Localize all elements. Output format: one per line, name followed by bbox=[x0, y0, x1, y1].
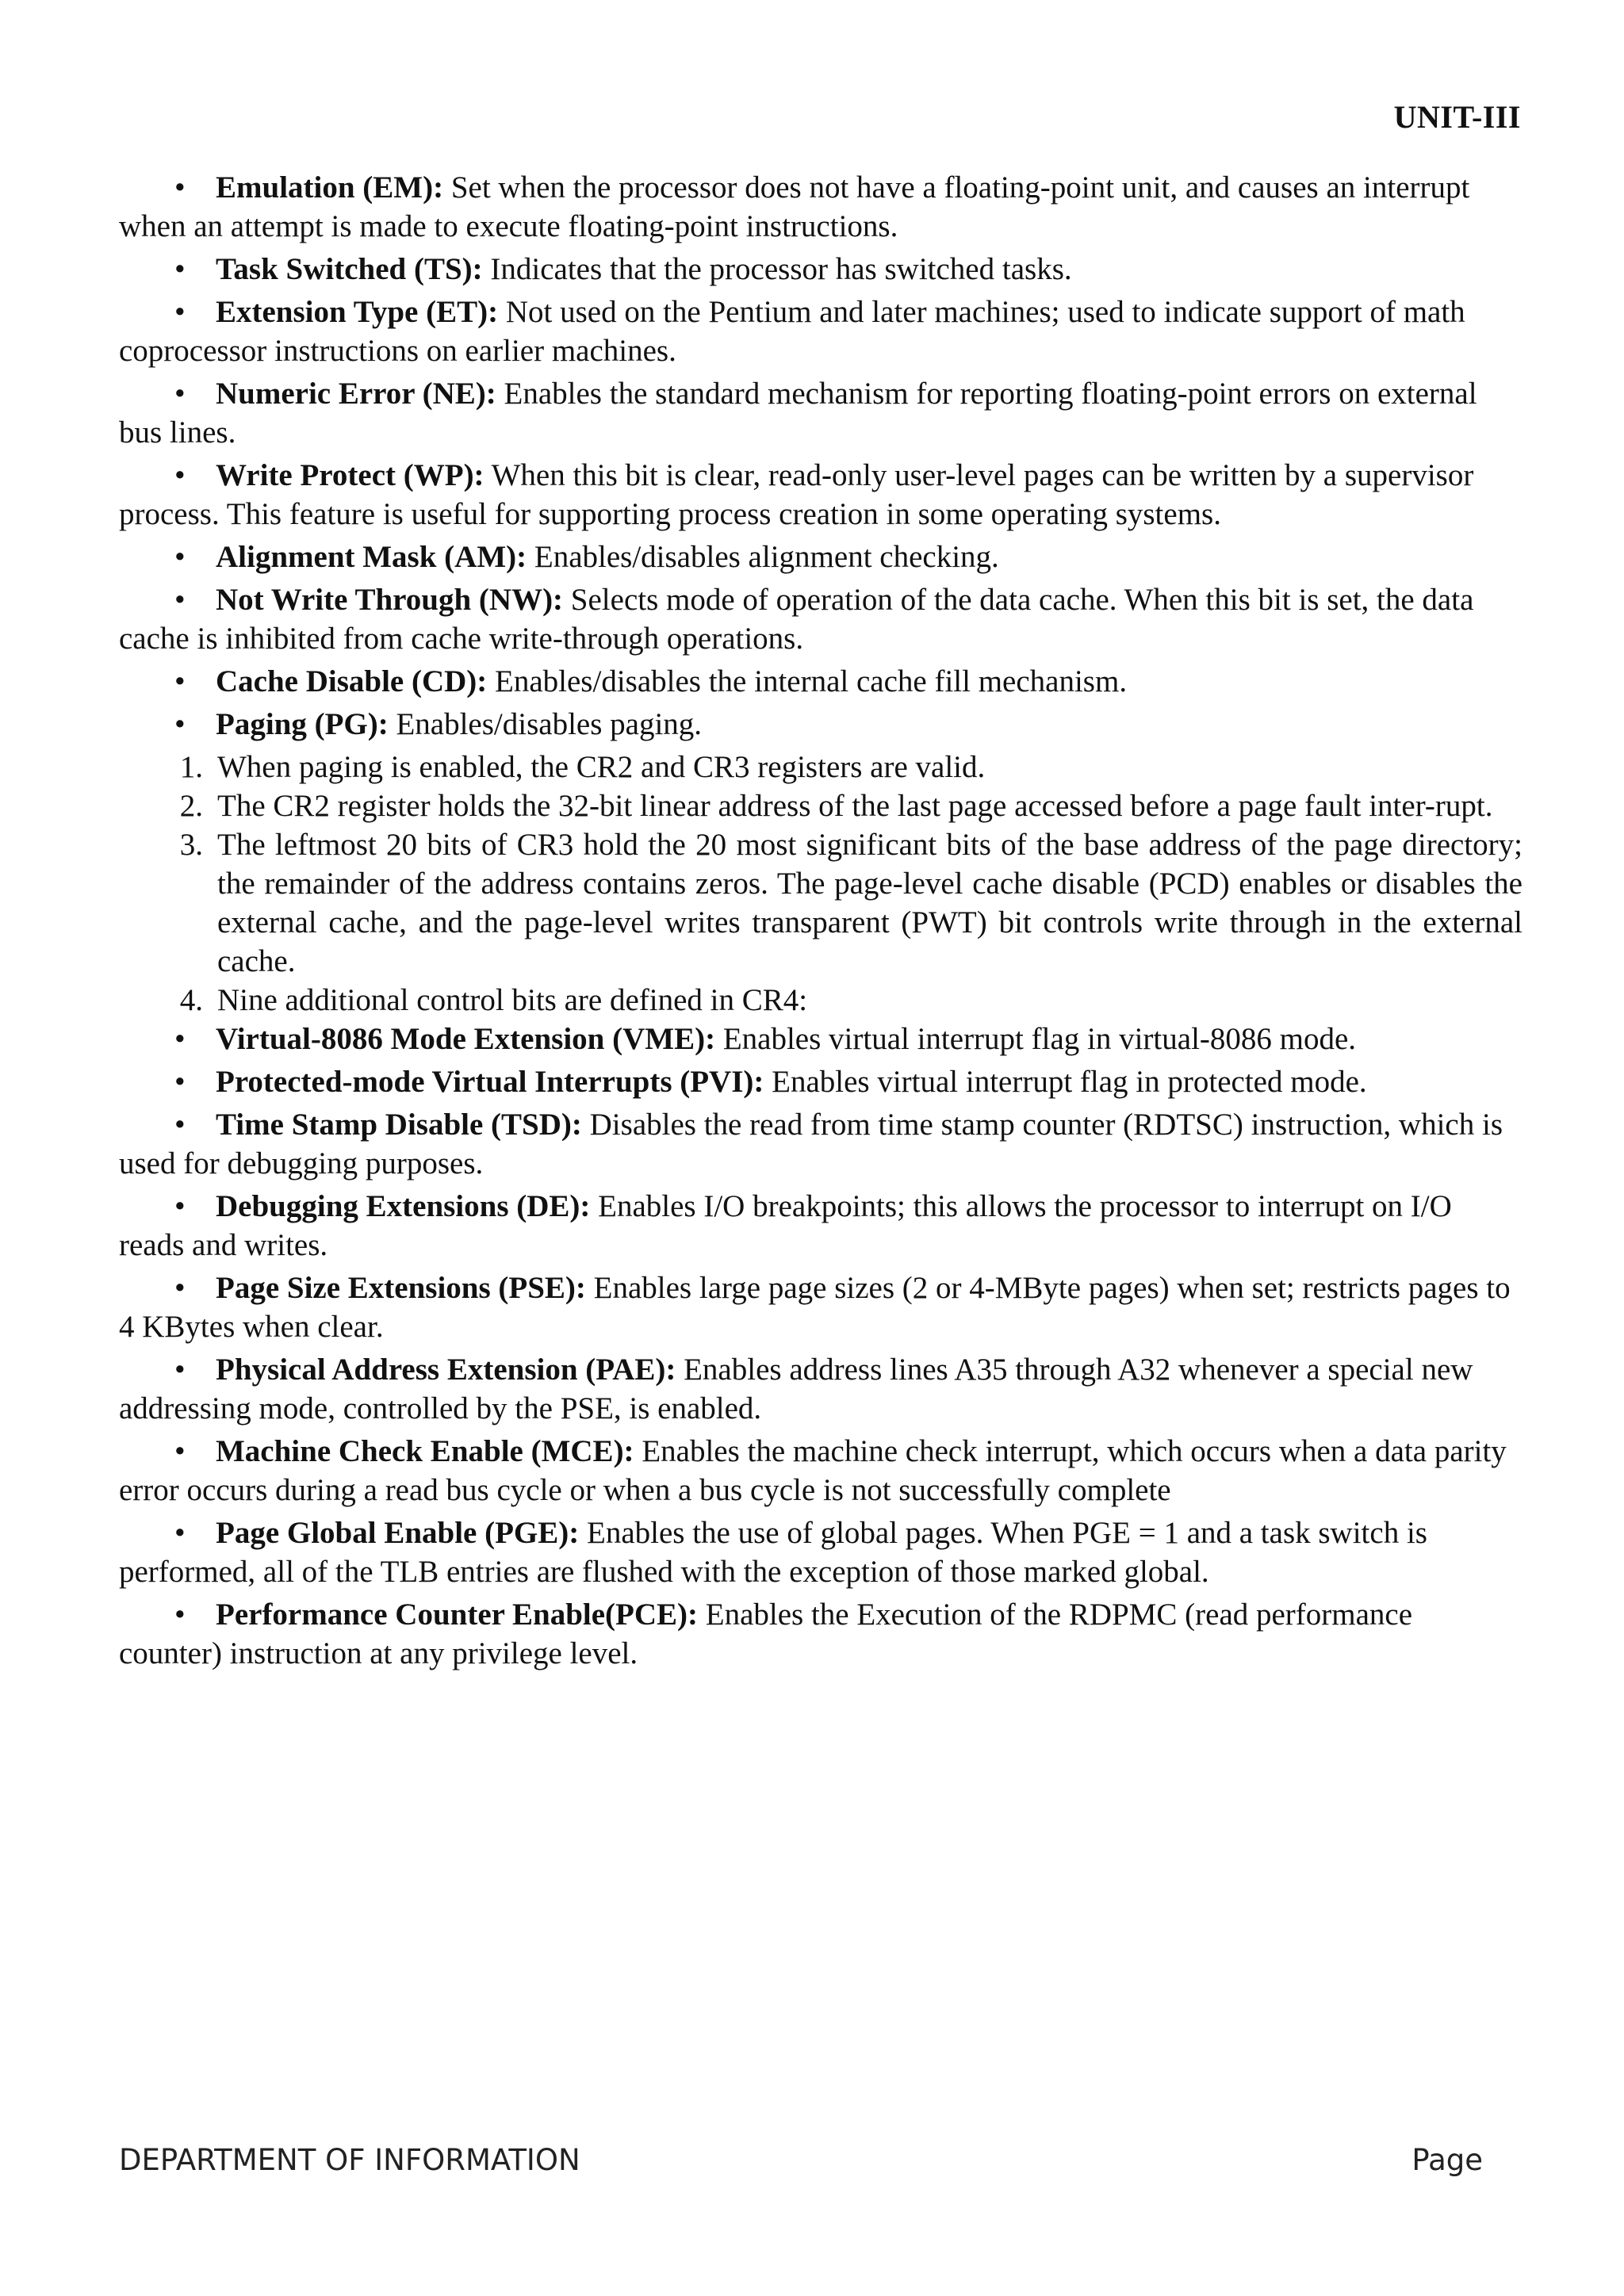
bullet-item bbox=[119, 1062, 1522, 1101]
bullet-description: Enables the machine check interrupt, which occurs when a data parity error occurs during a read bus cycle or when a bus cycle is not successfully complete bbox=[119, 1434, 1507, 1507]
unit-heading: UNIT-III bbox=[1393, 99, 1521, 135]
bullet-description: Enables the use of global pages. When PGE = 1 and a task switch is performed, all of the TLB entries are flushed with the exception of those marked global. bbox=[119, 1516, 1427, 1589]
bullet-marker: • bbox=[174, 1065, 186, 1099]
bullet-description: Set when the processor does not have a floating-point unit, and causes an interrupt when an attempt is made to execute floating-point instructions. bbox=[119, 170, 1470, 243]
bullet-item bbox=[119, 1595, 1522, 1673]
bullet-marker: • bbox=[174, 458, 186, 492]
bullet-term: Extension Type (ET): bbox=[216, 295, 499, 329]
bullet-term: Write Protect (WP): bbox=[216, 458, 485, 492]
item-number: 3. bbox=[179, 828, 203, 862]
bullet-item bbox=[119, 1269, 1522, 1346]
bullet-description: Enables virtual interrupt flag in virtual-8086 mode. bbox=[715, 1022, 1357, 1056]
bullet-item bbox=[119, 374, 1522, 452]
bullet-description: Enables/disables alignment checking. bbox=[527, 540, 999, 574]
numbered-text: The CR2 register holds the 32-bit linear address of the last page accessed before a page fault inter-rupt. bbox=[217, 789, 1493, 823]
bullet-term: Debugging Extensions (DE): bbox=[216, 1189, 591, 1223]
bullet-term: Page Global Enable (PGE): bbox=[216, 1516, 580, 1550]
bullet-marker: • bbox=[174, 1189, 186, 1223]
content-body bbox=[119, 168, 1522, 1677]
bullet-term: Numeric Error (NE): bbox=[216, 377, 496, 411]
bullet-description: Enables/disables the internal cache fill mechanism. bbox=[487, 664, 1128, 698]
bullet-description: Not used on the Pentium and later machines; used to indicate support of math coprocessor instructions on earlier machines. bbox=[119, 295, 1465, 368]
bullet-item bbox=[119, 1187, 1522, 1265]
bullet-item bbox=[119, 1432, 1522, 1510]
bullet-description: Enables the Execution of the RDPMC (read performance counter) instruction at any privilege level. bbox=[119, 1598, 1413, 1670]
bullet-term: Performance Counter Enable(PCE): bbox=[216, 1598, 698, 1632]
bullet-description: When this bit is clear, read-only user-level pages can be written by a supervisor process. This feature is useful for supporting process creation in some operating systems. bbox=[119, 458, 1474, 531]
bullet-item bbox=[119, 1020, 1522, 1058]
bullet-marker: • bbox=[174, 377, 186, 411]
bullet-item bbox=[119, 662, 1522, 701]
bullet-description: Indicates that the processor has switched tasks. bbox=[482, 252, 1072, 286]
bullet-marker: • bbox=[174, 295, 186, 329]
bullet-item bbox=[119, 250, 1522, 289]
bullet-term: Protected-mode Virtual Interrupts (PVI): bbox=[216, 1065, 764, 1099]
bullet-description: Enables large page sizes (2 or 4-MByte pages) when set; restricts pages to 4 KBytes when clear. bbox=[119, 1271, 1511, 1344]
bullet-term: Alignment Mask (AM): bbox=[216, 540, 527, 574]
bullet-marker: • bbox=[174, 583, 186, 617]
bullet-marker: • bbox=[174, 664, 186, 698]
numbered-item bbox=[119, 786, 1522, 825]
numbered-text: The leftmost 20 bits of CR3 hold the 20 most significant bits of the base address of the page directory; the remainder of the address contains zeros. The page-level cache disable (PCD) enables or disables the external cache, and the page-level writes transparent (PWT) bit controls write through in the external cache. bbox=[217, 828, 1522, 978]
bullet-term: Not Write Through (NW): bbox=[216, 583, 564, 617]
bullet-marker: • bbox=[174, 170, 186, 205]
numbered-item bbox=[119, 825, 1522, 981]
bullet-term: Page Size Extensions (PSE): bbox=[216, 1271, 586, 1305]
bullet-term: Cache Disable (CD): bbox=[216, 664, 488, 698]
bullet-description: Enables/disables paging. bbox=[388, 707, 703, 741]
bullet-marker: • bbox=[174, 1271, 186, 1305]
bullet-item bbox=[119, 1513, 1522, 1591]
footer-page-label: Page bbox=[1411, 2143, 1483, 2177]
bullet-marker: • bbox=[174, 1022, 186, 1056]
bullet-description: Disables the read from time stamp counter (RDTSC) instruction, which is used for debugging purposes. bbox=[119, 1108, 1503, 1181]
page-footer bbox=[119, 2143, 1483, 2177]
bullet-description: Enables the standard mechanism for reporting floating-point errors on external bus lines. bbox=[119, 377, 1477, 450]
bullet-item bbox=[119, 168, 1522, 246]
bullet-description: Enables I/O breakpoints; this allows the processor to interrupt on I/O reads and writes. bbox=[119, 1189, 1452, 1262]
bullet-term: Time Stamp Disable (TSD): bbox=[216, 1108, 582, 1142]
bullet-term: Task Switched (TS): bbox=[216, 252, 483, 286]
bullet-item bbox=[119, 538, 1522, 576]
bullet-description: Selects mode of operation of the data cache. When this bit is set, the data cache is inhibited from cache write-through operations. bbox=[119, 583, 1474, 656]
numbered-item bbox=[119, 981, 1522, 1020]
bullet-term: Paging (PG): bbox=[216, 707, 389, 741]
bullet-marker: • bbox=[174, 540, 186, 574]
bullet-item bbox=[119, 705, 1522, 744]
bullet-item bbox=[119, 456, 1522, 534]
item-number: 2. bbox=[179, 789, 203, 823]
bullet-item bbox=[119, 1105, 1522, 1183]
bullet-marker: • bbox=[174, 252, 186, 286]
bullet-marker: • bbox=[174, 1516, 186, 1550]
item-number: 4. bbox=[179, 983, 203, 1017]
bullet-marker: • bbox=[174, 1598, 186, 1632]
bullet-term: Emulation (EM): bbox=[216, 170, 444, 205]
bullet-item bbox=[119, 293, 1522, 370]
numbered-text: When paging is enabled, the CR2 and CR3 registers are valid. bbox=[217, 750, 986, 784]
footer-department: DEPARTMENT OF INFORMATION bbox=[119, 2143, 580, 2177]
bullet-marker: • bbox=[174, 1108, 186, 1142]
bullet-item bbox=[119, 580, 1522, 658]
numbered-text: Nine additional control bits are defined in CR4: bbox=[217, 983, 808, 1017]
item-number: 1. bbox=[179, 750, 203, 784]
bullet-marker: • bbox=[174, 1353, 186, 1387]
numbered-item bbox=[119, 748, 1522, 786]
bullet-term: Virtual-8086 Mode Extension (VME): bbox=[216, 1022, 716, 1056]
bullet-term: Physical Address Extension (PAE): bbox=[216, 1353, 676, 1387]
bullet-description: Enables address lines A35 through A32 whenever a special new addressing mode, controlled by the PSE, is enabled. bbox=[119, 1353, 1473, 1425]
bullet-marker: • bbox=[174, 707, 186, 741]
bullet-term: Machine Check Enable (MCE): bbox=[216, 1434, 634, 1468]
bullet-item bbox=[119, 1350, 1522, 1428]
bullet-marker: • bbox=[174, 1434, 186, 1468]
bullet-description: Enables virtual interrupt flag in protected mode. bbox=[764, 1065, 1367, 1099]
